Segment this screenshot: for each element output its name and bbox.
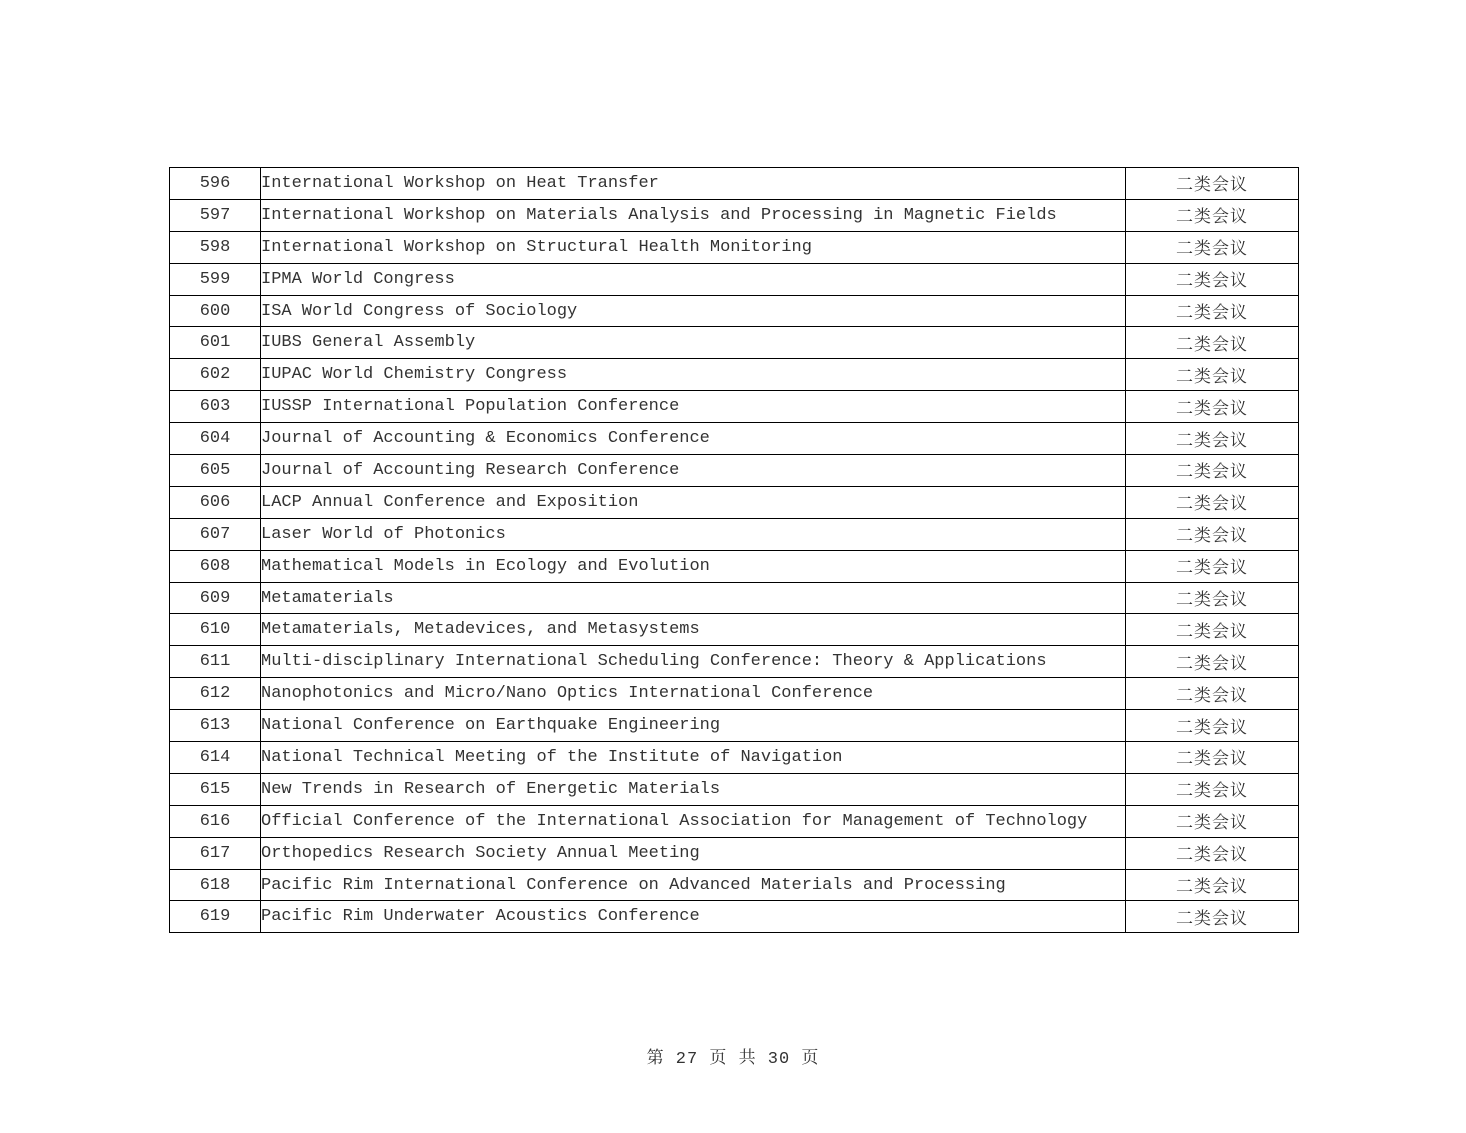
row-index: 597 <box>170 199 261 231</box>
table-row <box>170 869 1299 901</box>
row-index: 616 <box>170 805 261 837</box>
conference-name: International Workshop on Structural Health Monitoring <box>261 231 1126 263</box>
conference-name: National Conference on Earthquake Engineering <box>261 710 1126 742</box>
category-label: 二类会议 <box>1126 582 1299 614</box>
table-row <box>170 423 1299 455</box>
table-row <box>170 837 1299 869</box>
row-index: 600 <box>170 295 261 327</box>
row-index: 605 <box>170 455 261 487</box>
table-row <box>170 614 1299 646</box>
category-label: 二类会议 <box>1126 646 1299 678</box>
table-row <box>170 773 1299 805</box>
category-label: 二类会议 <box>1126 518 1299 550</box>
category-label: 二类会议 <box>1126 742 1299 774</box>
conference-name: National Technical Meeting of the Institute of Navigation <box>261 742 1126 774</box>
category-label: 二类会议 <box>1126 423 1299 455</box>
conference-name: International Workshop on Materials Analysis and Processing in Magnetic Fields <box>261 199 1126 231</box>
conference-name: IUSSP International Population Conference <box>261 391 1126 423</box>
table-row <box>170 295 1299 327</box>
category-label: 二类会议 <box>1126 359 1299 391</box>
conference-name: Orthopedics Research Society Annual Meeting <box>261 837 1126 869</box>
category-label: 二类会议 <box>1126 614 1299 646</box>
row-index: 609 <box>170 582 261 614</box>
category-label: 二类会议 <box>1126 263 1299 295</box>
conference-name: Metamaterials <box>261 582 1126 614</box>
table-row <box>170 231 1299 263</box>
category-label: 二类会议 <box>1126 455 1299 487</box>
conference-name: Pacific Rim Underwater Acoustics Conference <box>261 901 1126 933</box>
category-label: 二类会议 <box>1126 869 1299 901</box>
row-index: 608 <box>170 550 261 582</box>
table-row <box>170 582 1299 614</box>
table-row <box>170 391 1299 423</box>
table-row <box>170 199 1299 231</box>
conference-name: Journal of Accounting & Economics Conference <box>261 423 1126 455</box>
conference-name: International Workshop on Heat Transfer <box>261 168 1126 200</box>
row-index: 610 <box>170 614 261 646</box>
row-index: 602 <box>170 359 261 391</box>
table-row <box>170 327 1299 359</box>
category-label: 二类会议 <box>1126 486 1299 518</box>
category-label: 二类会议 <box>1126 901 1299 933</box>
conference-name: LACP Annual Conference and Exposition <box>261 486 1126 518</box>
table-row <box>170 678 1299 710</box>
row-index: 603 <box>170 391 261 423</box>
table-row <box>170 550 1299 582</box>
row-index: 618 <box>170 869 261 901</box>
table-row <box>170 518 1299 550</box>
row-index: 596 <box>170 168 261 200</box>
row-index: 598 <box>170 231 261 263</box>
table-row <box>170 805 1299 837</box>
row-index: 607 <box>170 518 261 550</box>
table-row <box>170 263 1299 295</box>
row-index: 613 <box>170 710 261 742</box>
row-index: 606 <box>170 486 261 518</box>
row-index: 614 <box>170 742 261 774</box>
conference-name: Multi-disciplinary International Scheduling Conference: Theory & Applications <box>261 646 1126 678</box>
conference-name: IUPAC World Chemistry Congress <box>261 359 1126 391</box>
table-row <box>170 901 1299 933</box>
page-footer: 第 27 页 共 30 页 <box>646 1050 820 1069</box>
table-row <box>170 646 1299 678</box>
category-label: 二类会议 <box>1126 710 1299 742</box>
category-label: 二类会议 <box>1126 231 1299 263</box>
category-label: 二类会议 <box>1126 837 1299 869</box>
category-label: 二类会议 <box>1126 391 1299 423</box>
conference-name: Mathematical Models in Ecology and Evolution <box>261 550 1126 582</box>
conference-name: ISA World Congress of Sociology <box>261 295 1126 327</box>
conference-name: IUBS General Assembly <box>261 327 1126 359</box>
category-label: 二类会议 <box>1126 295 1299 327</box>
conference-name: New Trends in Research of Energetic Materials <box>261 773 1126 805</box>
row-index: 619 <box>170 901 261 933</box>
conference-name: Journal of Accounting Research Conference <box>261 455 1126 487</box>
category-label: 二类会议 <box>1126 773 1299 805</box>
row-index: 599 <box>170 263 261 295</box>
category-label: 二类会议 <box>1126 678 1299 710</box>
row-index: 617 <box>170 837 261 869</box>
category-label: 二类会议 <box>1126 168 1299 200</box>
conference-name: Nanophotonics and Micro/Nano Optics International Conference <box>261 678 1126 710</box>
category-label: 二类会议 <box>1126 199 1299 231</box>
table-row <box>170 455 1299 487</box>
table-row <box>170 742 1299 774</box>
row-index: 615 <box>170 773 261 805</box>
conference-name: Laser World of Photonics <box>261 518 1126 550</box>
row-index: 611 <box>170 646 261 678</box>
conference-name: IPMA World Congress <box>261 263 1126 295</box>
table-row <box>170 486 1299 518</box>
category-label: 二类会议 <box>1126 805 1299 837</box>
table-row <box>170 710 1299 742</box>
row-index: 612 <box>170 678 261 710</box>
conference-table <box>169 167 1299 933</box>
row-index: 601 <box>170 327 261 359</box>
category-label: 二类会议 <box>1126 327 1299 359</box>
conference-name: Official Conference of the International Association for Management of Technology <box>261 805 1126 837</box>
table-row <box>170 359 1299 391</box>
category-label: 二类会议 <box>1126 550 1299 582</box>
table-row <box>170 168 1299 200</box>
conference-name: Metamaterials, Metadevices, and Metasystems <box>261 614 1126 646</box>
conference-name: Pacific Rim International Conference on Advanced Materials and Processing <box>261 869 1126 901</box>
row-index: 604 <box>170 423 261 455</box>
